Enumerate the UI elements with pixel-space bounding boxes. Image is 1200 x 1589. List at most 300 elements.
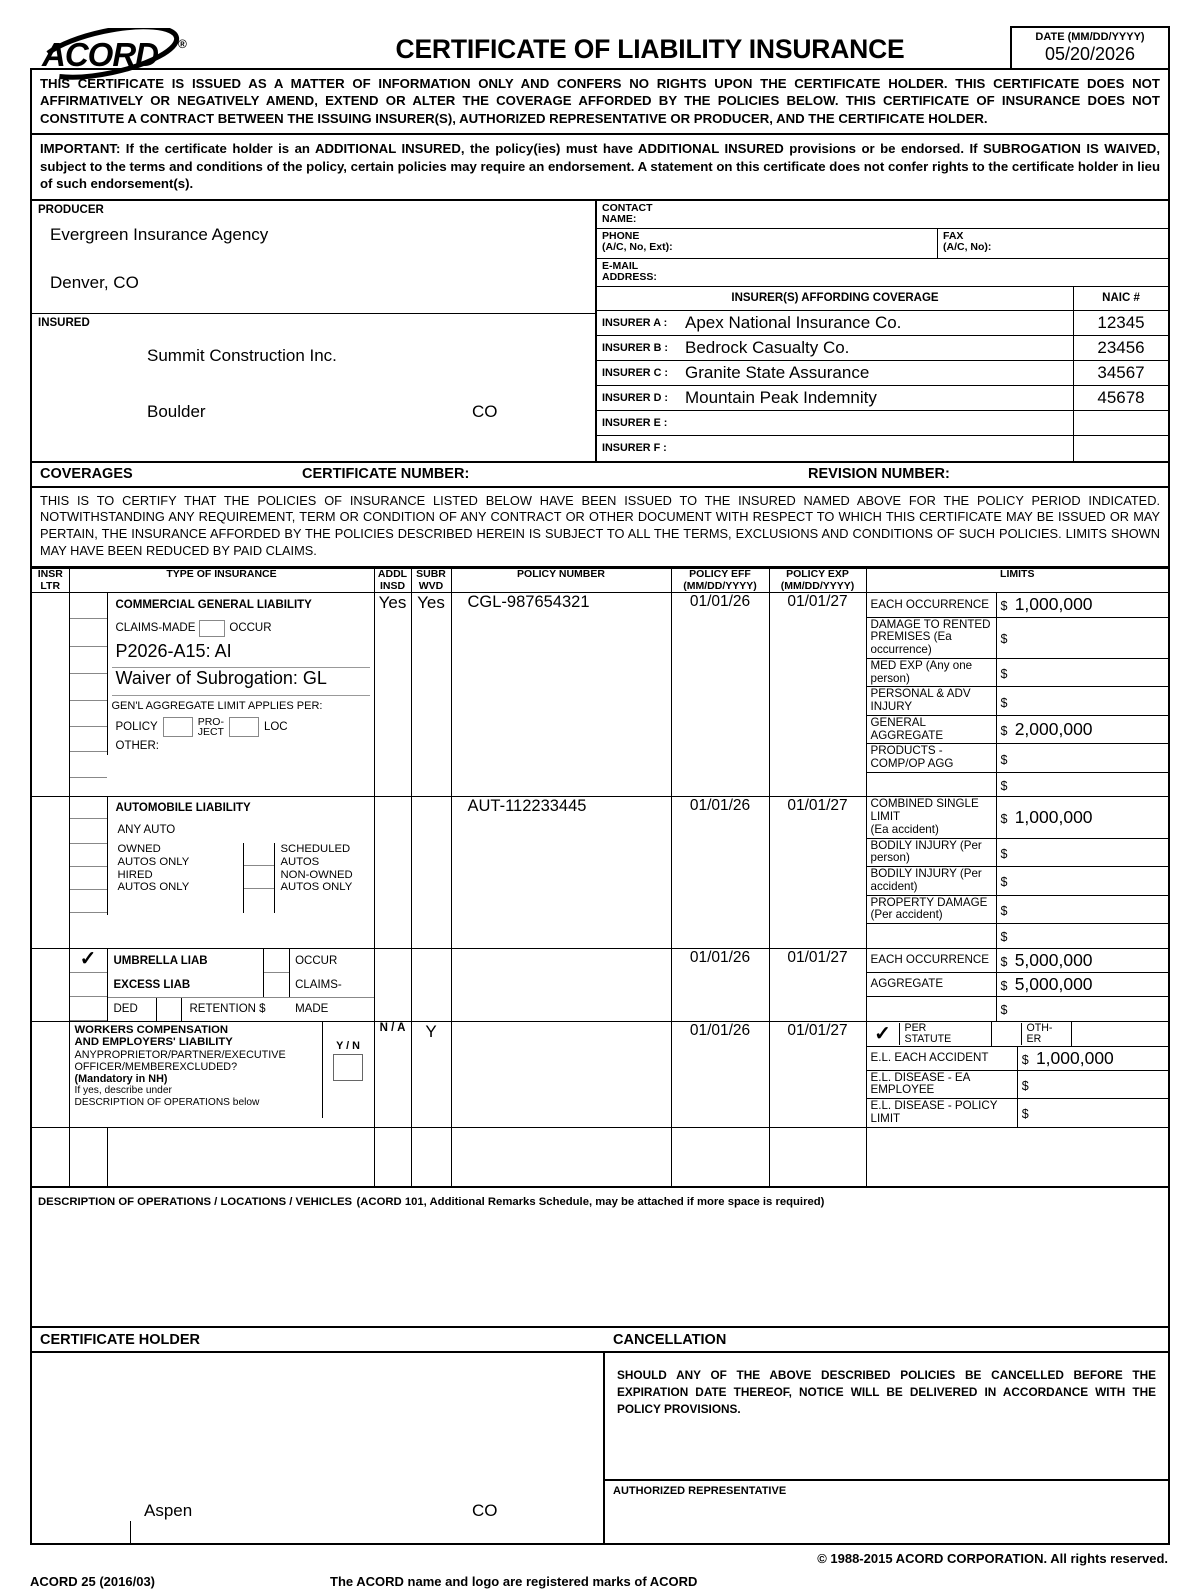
auto-limit-label-3b: (Per accident) <box>870 908 943 922</box>
umbrella-limit-row-aggregate <box>867 973 1169 997</box>
th-wvd: WVD <box>418 579 444 592</box>
auto-limit-row-csl <box>867 797 1169 838</box>
date-label: DATE (MM/DD/YYYY) <box>1035 31 1145 43</box>
gl-policy-number-cell[interactable] <box>451 593 671 797</box>
gl-addl-insd[interactable]: Yes <box>374 593 411 797</box>
umbrella-insr-ltr[interactable] <box>31 948 69 1021</box>
auto-limit-value-3 <box>1007 899 1011 919</box>
umbrella-type-cell <box>69 948 374 1021</box>
wc-limit-row-disease-policy <box>867 1099 1169 1127</box>
naic-header: NAIC # <box>1073 287 1168 310</box>
auto-limit-amount-1[interactable]: $ <box>996 838 1168 867</box>
umbrella-claims-made-label: CLAIMS-MADE <box>295 978 342 1015</box>
th-addl-insd <box>374 569 411 593</box>
coverages-label: COVERAGES <box>40 466 133 483</box>
wc-other-checkbox[interactable] <box>991 1022 1021 1046</box>
gl-other-label: OTHER: <box>115 740 159 753</box>
auto-addl-insd[interactable] <box>374 797 411 948</box>
insurer-row-e <box>597 411 1168 436</box>
auto-limit-label-1: BODILY INJURY (Per person) <box>867 838 997 867</box>
insurer-b-naic: 23456 <box>1073 336 1168 360</box>
wc-limit-amount-0[interactable]: $ 1,000,000 <box>1017 1046 1168 1070</box>
wc-per-statute-check-icon: ✓ <box>874 1022 891 1045</box>
umbrella-claims-made-checkbox[interactable] <box>264 973 290 997</box>
holder-cancellation-header <box>30 1328 1170 1353</box>
insurer-b-key: INSURER B : <box>602 341 668 354</box>
wc-title-2: AND EMPLOYERS' LIABILITY <box>74 1036 233 1049</box>
blank-addl-insd[interactable] <box>374 1127 411 1187</box>
description-note: (ACORD 101, Additional Remarks Schedule, may be attached if more space is required) <box>356 1196 825 1209</box>
insurer-row-a <box>597 311 1168 336</box>
auto-owned-label-2: AUTOS ONLY <box>117 855 190 868</box>
producer-city-state: Denver, CO <box>50 272 139 292</box>
auto-limit-amount-0[interactable]: $ 1,000,000 <box>996 797 1168 838</box>
gl-limit-label-1a: DAMAGE TO RENTED <box>870 617 991 631</box>
th-policy-number: POLICY NUMBER <box>451 569 671 593</box>
holder-cancellation-body <box>30 1353 1170 1545</box>
gl-check-2[interactable] <box>70 647 107 674</box>
th-subr: SUBR <box>416 568 446 581</box>
contact-name-field[interactable] <box>597 201 1168 229</box>
gl-limit-label-3: PERSONAL & ADV INJURY <box>867 687 997 716</box>
blank-policy-number[interactable] <box>451 1127 671 1187</box>
blank-type-value <box>108 1128 374 1132</box>
gl-loc-checkbox[interactable] <box>229 717 259 737</box>
wc-subr-wvd-value: Y <box>425 1021 437 1041</box>
gl-eff-cell[interactable] <box>671 593 769 797</box>
gl-exp-cell[interactable] <box>769 593 866 797</box>
wc-ifyes-2: DESCRIPTION OF OPERATIONS below <box>74 1096 260 1108</box>
umbrella-limit-value-1: 5,000,000 <box>1014 974 1093 995</box>
phone-label-2: (A/C, No, Ext): <box>602 241 673 254</box>
auto-hired-checkbox[interactable] <box>70 867 107 890</box>
wc-question-2: OFFICER/MEMBEREXCLUDED? <box>74 1061 238 1074</box>
insured-name: Summit Construction Inc. <box>147 345 337 365</box>
umbrella-eff-cell[interactable] <box>671 948 769 1021</box>
certificate-holder-city: Aspen <box>144 1501 193 1521</box>
insured-label: INSURED <box>38 316 90 329</box>
th-type-of-insurance: TYPE OF INSURANCE <box>69 569 374 593</box>
insured-box <box>32 314 595 436</box>
wc-eff-cell[interactable] <box>671 1021 769 1127</box>
auto-any-auto-checkbox[interactable] <box>70 819 107 844</box>
gl-occur-checkbox[interactable] <box>199 620 225 637</box>
gl-limit-row-blank <box>867 772 1169 796</box>
auto-limits-cell <box>866 797 1169 948</box>
gl-limit-amount-4[interactable]: $ 2,000,000 <box>996 715 1168 744</box>
wc-limit-value-2 <box>1029 1102 1033 1122</box>
excess-liab-label: EXCESS LIAB <box>113 978 191 991</box>
gl-limits-cell <box>866 593 1169 797</box>
auto-limit-amount-2[interactable]: $ <box>996 867 1168 896</box>
auto-owned-label-1: OWNED <box>117 843 161 856</box>
gl-limit-amount-1[interactable]: $ <box>996 617 1168 658</box>
umbrella-limit-label-2 <box>867 997 997 1021</box>
umbrella-policy-eff: 01/01/26 <box>689 948 751 966</box>
contact-fax-field[interactable] <box>938 229 1168 258</box>
auto-nonowned-checkbox[interactable] <box>244 866 274 889</box>
wc-limits-cell <box>866 1021 1169 1127</box>
cancellation-text: SHOULD ANY OF THE ABOVE DESCRIBED POLICIES BE CANCELLED BEFORE THE EXPIRATION DATE THEREOF, NOTICE WILL BE DELIVERED IN ACCORDANCE WITH THE POLICY PROVISIONS. <box>605 1353 1168 1481</box>
gl-subr-wvd[interactable]: Yes <box>411 593 451 797</box>
wc-policy-exp: 01/01/27 <box>787 1021 848 1039</box>
umbrella-liab-checkbox[interactable] <box>70 949 107 973</box>
auto-limit-label-4 <box>867 924 997 948</box>
insurer-a-naic: 12345 <box>1073 311 1168 335</box>
wc-type-cell <box>69 1021 374 1127</box>
auto-limit-row-bi-person <box>867 838 1169 867</box>
cancellation-header: CANCELLATION <box>613 1331 727 1348</box>
insurers-header: INSURER(S) AFFORDING COVERAGE <box>731 292 939 305</box>
umbrella-limits-cell <box>866 948 1169 1021</box>
notices-block <box>30 68 1170 201</box>
umbrella-policy-number-cell[interactable] <box>451 948 671 1021</box>
producer-name: Evergreen Insurance Agency <box>50 224 269 244</box>
auto-eff-cell[interactable] <box>671 797 769 948</box>
policy-row-automobile-liability <box>31 797 1169 948</box>
gl-limit-value-5 <box>1007 748 1011 768</box>
footer-row <box>30 1566 1170 1589</box>
gl-limit-value-2 <box>1007 662 1011 682</box>
auto-limit-value-2 <box>1007 870 1011 890</box>
gl-limit-label-1 <box>867 617 997 658</box>
policies-table <box>30 568 1170 1188</box>
umbrella-limit-amount-2[interactable]: $ <box>996 997 1168 1021</box>
umbrella-retention-label: RETENTION $ <box>189 1002 266 1015</box>
insurer-d-key: INSURER D : <box>602 391 668 404</box>
umbrella-liab-label: UMBRELLA LIAB <box>113 954 208 967</box>
insurer-d-name: Mountain Peak Indemnity <box>685 388 877 408</box>
insurer-f-key: INSURER F : <box>602 442 667 455</box>
date-box <box>1010 26 1170 70</box>
copyright-notice: © 1988-2015 ACORD CORPORATION. All rights reserved. <box>817 1551 1168 1567</box>
umbrella-check-icon: ✓ <box>79 947 97 970</box>
blank-limits[interactable] <box>866 1127 1169 1187</box>
wc-addl-insd[interactable] <box>374 1021 411 1127</box>
certificate-holder-box[interactable] <box>32 1353 605 1543</box>
th-insd: INSD <box>379 579 406 592</box>
insurer-c-name: Granite State Assurance <box>685 363 870 383</box>
wc-limit-amount-1[interactable]: $ <box>1017 1070 1168 1099</box>
gl-policy-checkbox[interactable] <box>70 727 107 752</box>
holder-divider-tick <box>130 1521 131 1543</box>
umbrella-retention-checkbox[interactable] <box>156 998 182 1021</box>
wc-addl-insd-value: N / A <box>379 1021 406 1034</box>
auto-limit-label-0 <box>867 797 997 838</box>
wc-yn-label: Y / N <box>336 1039 360 1052</box>
auto-limit-label-0a: COMBINED SINGLE LIMIT <box>870 797 979 824</box>
auto-subr-wvd[interactable] <box>411 797 451 948</box>
auto-limit-value-1 <box>1007 842 1011 862</box>
gl-limit-row-each-occurrence <box>867 593 1169 617</box>
page-title-wrap <box>290 28 1010 65</box>
wc-limit-label-2: E.L. DISEASE - POLICY LIMIT <box>870 1099 998 1125</box>
fax-label-2: (A/C, No): <box>943 241 992 254</box>
important-text: IMPORTANT: If the certificate holder is an ADDITIONAL INSURED, the policy(ies) must have ADDITIONAL INSURED provisions or be endorsed. If SUBROGATION IS WAIVED, subject to the terms and conditions of the policy, certain policies may require an endorsement. A statement on this certificate does not confer rights to the certificate holder in lieu of such endorsement(s). <box>32 133 1168 198</box>
wc-limit-label-0: E.L. EACH ACCIDENT <box>867 1046 1018 1070</box>
auto-check-extra[interactable] <box>244 889 274 913</box>
wc-subr-wvd[interactable] <box>411 1021 451 1127</box>
umbrella-limit-row-blank <box>867 997 1169 1021</box>
umbrella-limit-value-2 <box>1007 998 1011 1018</box>
insurer-a-key: INSURER A : <box>602 316 668 329</box>
th-exp-1: POLICY EXP <box>786 568 849 581</box>
umbrella-limit-amount-0[interactable]: $ 5,000,000 <box>996 949 1168 973</box>
gl-limit-label-0: EACH OCCURRENCE <box>867 593 997 617</box>
gl-insr-ltr[interactable] <box>31 593 69 797</box>
auto-check-blank[interactable] <box>70 890 107 913</box>
trademark-notice: The ACORD name and logo are registered marks of ACORD <box>330 1574 698 1589</box>
auto-hired-label-2: AUTOS ONLY <box>117 881 190 894</box>
certificate-holder-header: CERTIFICATE HOLDER <box>40 1331 201 1348</box>
wc-title-1: WORKERS COMPENSATION <box>74 1023 229 1036</box>
policy-row-general-liability <box>31 593 1169 797</box>
gl-other-checkbox[interactable] <box>70 752 107 778</box>
auto-scheduled-label-2: AUTOS <box>280 855 320 868</box>
description-label: DESCRIPTION OF OPERATIONS / LOCATIONS / VEHICLES <box>38 1196 353 1209</box>
auto-limit-label-3a: PROPERTY DAMAGE <box>870 895 988 909</box>
disclaimer-text: THIS CERTIFICATE IS ISSUED AS A MATTER OF INFORMATION ONLY AND CONFERS NO RIGHTS UPON THE CERTIFICATE HOLDER. THIS CERTIFICATE DOES NOT AFFIRMATIVELY OR NEGATIVELY AMEND, EXTEND OR ALTER THE COVERAGE AFFORDED BY THE POLICIES BELOW. THIS CERTIFICATE OF INSURANCE DOES NOT CONSTITUTE A CONTRACT BETWEEN THE ISSUING INSURER(S), AUTHORIZED REPRESENTATIVE OR PRODUCER, AND THE CERTIFICATE HOLDER. <box>40 76 1160 126</box>
excess-liab-checkbox[interactable] <box>70 973 107 997</box>
email-label-1: E-MAIL <box>602 259 639 272</box>
th-insr-ltr <box>31 569 69 593</box>
wc-excluded-checkbox[interactable] <box>333 1054 363 1081</box>
phone-label-1: PHONE <box>602 229 640 242</box>
description-of-operations-box[interactable] <box>30 1188 1170 1328</box>
umbrella-occur-label: OCCUR <box>295 954 338 967</box>
auto-nonowned-label-1: NON-OWNED <box>280 868 353 881</box>
insured-state: CO <box>472 401 498 421</box>
wc-limit-row-disease-employee <box>867 1070 1169 1099</box>
certificate-number-label: CERTIFICATE NUMBER: <box>302 466 470 483</box>
gl-limit-label-2: MED EXP (Any one person) <box>867 658 997 687</box>
certificate-holder-name <box>32 1353 603 1365</box>
gl-claims-made-label: CLAIMS-MADE <box>115 621 196 634</box>
umbrella-limit-value-0: 5,000,000 <box>1014 949 1093 970</box>
email-label-2: ADDRESS: <box>602 271 657 284</box>
gl-occur-label: OCCUR <box>229 621 272 634</box>
auto-scheduled-label-1: SCHEDULED <box>280 843 351 856</box>
gl-endorsement-2: Waiver of Subrogation: GL <box>115 668 327 689</box>
wc-per-statute-cell <box>867 1022 1169 1047</box>
umbrella-ded-checkbox[interactable] <box>70 997 107 1021</box>
insurer-e-key: INSURER E : <box>602 416 668 429</box>
gl-limit-value-1 <box>1007 627 1011 647</box>
contact-email-field[interactable] <box>597 259 1168 287</box>
authorized-representative-box[interactable] <box>605 1481 1168 1543</box>
blank-exp[interactable] <box>769 1127 866 1187</box>
th-addl: ADDL <box>377 568 408 581</box>
insurer-e-naic <box>1073 411 1168 435</box>
wc-question-1: ANYPROPRIETOR/PARTNER/EXECUTIVE <box>74 1048 286 1061</box>
wc-limit-row-each-accident <box>867 1046 1169 1070</box>
auto-hired-label-1: HIRED <box>117 868 153 881</box>
wc-mandatory-note: (Mandatory in NH) <box>74 1073 168 1086</box>
wc-policy-number-cell[interactable] <box>451 1021 671 1127</box>
wc-limits-table <box>867 1022 1169 1127</box>
gl-limit-row-products <box>867 744 1169 773</box>
form-header <box>30 0 1170 73</box>
gl-limit-label-5: PRODUCTS - COMP/OP AGG <box>867 744 997 773</box>
insurer-row-f <box>597 436 1168 461</box>
gl-aggregate-applies-label: GEN'L AGGREGATE LIMIT APPLIES PER: <box>111 700 323 713</box>
wc-ifyes-1: If yes, describe under <box>74 1085 172 1097</box>
auto-nonowned-label-2: AUTOS ONLY <box>280 881 353 894</box>
umbrella-limits-table <box>867 949 1169 1021</box>
policy-row-umbrella-liability <box>31 948 1169 1021</box>
policies-table-header <box>31 569 1169 593</box>
form-id: ACORD 25 (2016/03) <box>30 1574 155 1589</box>
gl-policy-exp: 01/01/27 <box>787 593 848 611</box>
blank-subr-wvd[interactable] <box>411 1127 451 1187</box>
auto-title: AUTOMOBILE LIABILITY <box>115 802 251 815</box>
wc-limit-amount-2[interactable]: $ <box>1017 1099 1168 1127</box>
date-value: 05/20/2026 <box>1044 44 1136 64</box>
blank-eff[interactable] <box>671 1127 769 1187</box>
contact-name-label-1: CONTACT <box>602 201 653 214</box>
wc-limit-value-1 <box>1029 1074 1033 1094</box>
gl-limit-amount-3[interactable]: $ <box>996 687 1168 716</box>
gl-project-label <box>198 717 224 738</box>
policy-row-blank <box>31 1127 1169 1187</box>
th-limits: LIMITS <box>866 569 1169 593</box>
gl-limit-amount-2[interactable]: $ <box>996 658 1168 687</box>
insurer-c-key: INSURER C : <box>602 366 668 379</box>
insurer-a-name: Apex National Insurance Co. <box>685 313 902 333</box>
umbrella-occur-checkbox[interactable] <box>264 949 290 973</box>
th-ltr: LTR <box>40 579 61 592</box>
wc-per-statute-checkbox[interactable] <box>867 1024 899 1044</box>
wc-per-statute-label-1: PER <box>904 1021 927 1034</box>
auto-limit-value-4 <box>1007 925 1011 945</box>
wc-exp-cell[interactable] <box>769 1021 866 1127</box>
auto-scheduled-checkbox[interactable] <box>244 843 274 866</box>
auto-policy-number-cell[interactable] <box>451 797 671 948</box>
gl-project-label-2: JECT <box>197 726 224 739</box>
producer-insurer-block <box>30 201 1170 463</box>
blank-insr-ltr[interactable] <box>31 1127 69 1187</box>
wc-insr-ltr[interactable] <box>31 1021 69 1127</box>
auto-policy-exp: 01/01/27 <box>787 797 848 815</box>
gl-limit-amount-6[interactable]: $ <box>996 772 1168 796</box>
contact-name-label-2: NAME: <box>602 213 637 226</box>
th-subr-wvd <box>411 569 451 593</box>
wc-other-label-1: OTH- <box>1026 1021 1053 1034</box>
wc-per-statute-label-2: STATUTE <box>904 1032 952 1045</box>
gl-limit-amount-5[interactable]: $ <box>996 744 1168 773</box>
umbrella-policy-exp: 01/01/27 <box>787 948 848 966</box>
gl-policy-number: CGL-987654321 <box>467 593 590 612</box>
auto-limit-amount-4[interactable]: $ <box>996 924 1168 948</box>
authorized-representative-signature <box>613 1497 1160 1505</box>
gl-limit-amount-0[interactable]: $ 1,000,000 <box>996 593 1168 617</box>
gl-title: COMMERCIAL GENERAL LIABILITY <box>115 599 312 612</box>
insurer-f-naic <box>1073 436 1168 461</box>
gl-endorsement-1: P2026-A15: AI <box>115 641 232 662</box>
auto-limit-amount-3[interactable]: $ <box>996 895 1168 924</box>
umbrella-limit-row-each-occurrence <box>867 949 1169 973</box>
insurer-c-naic: 34567 <box>1073 361 1168 385</box>
insured-city: Boulder <box>147 401 206 421</box>
page-title: CERTIFICATE OF LIABILITY INSURANCE <box>395 34 905 64</box>
insurer-d-naic: 45678 <box>1073 386 1168 410</box>
auto-exp-cell[interactable] <box>769 797 866 948</box>
umbrella-addl-insd[interactable] <box>374 948 411 1021</box>
fax-label-1: FAX <box>943 229 964 242</box>
umbrella-limit-label-1: AGGREGATE <box>867 973 997 997</box>
revision-number-label: REVISION NUMBER: <box>808 466 950 483</box>
th-insr: INSR <box>37 568 63 581</box>
auto-owned-checkbox[interactable] <box>70 844 107 867</box>
svg-text:®: ® <box>178 37 187 51</box>
gl-limit-row-damage-rented <box>867 617 1169 658</box>
insurer-b-name: Bedrock Casualty Co. <box>685 338 850 358</box>
wc-other-label-2: ER <box>1026 1032 1042 1045</box>
gl-limit-row-med-exp <box>867 658 1169 687</box>
th-eff-2: (MM/DD/YYYY) <box>683 579 757 592</box>
blank-type-cell[interactable] <box>69 1127 374 1187</box>
gl-project-checkbox[interactable] <box>163 717 193 737</box>
auto-limit-label-0b: (Ea accident) <box>870 822 939 836</box>
th-exp-2: (MM/DD/YYYY) <box>780 579 855 592</box>
auto-limit-value-0: 1,000,000 <box>1014 806 1093 827</box>
gl-type-cell <box>69 593 374 797</box>
gl-limit-label-4: GENERAL AGGREGATE <box>867 715 997 744</box>
gl-loc-label: LOC <box>263 720 288 733</box>
auto-policy-number: AUT-112233445 <box>467 797 587 816</box>
auto-policy-eff: 01/01/26 <box>689 797 751 815</box>
auto-insr-ltr[interactable] <box>31 797 69 948</box>
auto-any-auto-label: ANY AUTO <box>117 824 176 837</box>
wc-limit-label-1: E.L. DISEASE - EA EMPLOYEE <box>867 1070 1018 1099</box>
auto-limits-table <box>867 797 1169 947</box>
gl-limit-label-6 <box>867 772 997 796</box>
wc-limit-value-0: 1,000,000 <box>1035 1047 1114 1068</box>
auto-limit-row-property-damage <box>867 895 1169 924</box>
insurer-row-c <box>597 361 1168 386</box>
certificate-holder-state: CO <box>472 1501 498 1521</box>
gl-claims-made-checkbox[interactable] <box>70 619 107 647</box>
gl-limit-value-3 <box>1007 691 1011 711</box>
auto-limit-row-bi-accident <box>867 867 1169 896</box>
umbrella-exp-cell[interactable] <box>769 948 866 1021</box>
gl-limit-value-4: 2,000,000 <box>1014 719 1093 740</box>
auto-limit-label-2: BODILY INJURY (Per accident) <box>867 867 997 896</box>
gl-check-3[interactable] <box>70 674 107 701</box>
th-policy-eff <box>671 569 769 593</box>
acord-logo <box>30 28 290 80</box>
insurers-header-row <box>597 287 1168 311</box>
policy-row-workers-compensation <box>31 1021 1169 1127</box>
auto-limit-row-blank <box>867 924 1169 948</box>
svg-text:ACORD: ACORD <box>42 36 158 73</box>
coverages-bar <box>30 463 1170 488</box>
th-policy-exp <box>769 569 866 593</box>
gl-limit-row-personal-adv <box>867 687 1169 716</box>
gl-policy-eff: 01/01/26 <box>689 593 751 611</box>
gl-project-label-1: PRO- <box>197 715 224 728</box>
certify-paragraph: THIS IS TO CERTIFY THAT THE POLICIES OF INSURANCE LISTED BELOW HAVE BEEN ISSUED TO THE INSURED NAMED ABOVE FOR THE POLICY PERIOD INDICATED. NOTWITHSTANDING ANY REQUIREMENT, TERM OR CONDITION OF ANY CONTRACT OR OTHER DOCUMENT WITH RESPECT TO WHICH THIS CERTIFICATE MAY BE ISSUED OR MAY PERTAIN, THE INSURANCE AFFORDED BY THE POLICIES DESCRIBED HEREIN IS SUBJECT TO ALL THE TERMS, EXCLUSIONS AND CONDITIONS OF SUCH POLICIES. LIMITS SHOWN MAY HAVE BEEN REDUCED BY PAID CLAIMS. <box>40 492 1160 559</box>
gl-limit-label-1b: PREMISES (Ea occurrence) <box>870 630 952 657</box>
umbrella-subr-wvd[interactable] <box>411 948 451 1021</box>
gl-policy-label: POLICY <box>115 720 158 733</box>
wc-per-statute-row <box>867 1022 1169 1047</box>
umbrella-limit-amount-1[interactable]: $ 5,000,000 <box>996 973 1168 997</box>
insurer-row-b <box>597 336 1168 361</box>
umbrella-ded-label: DED <box>113 1002 138 1015</box>
producer-box <box>32 201 595 314</box>
contact-phone-field[interactable] <box>597 229 938 258</box>
